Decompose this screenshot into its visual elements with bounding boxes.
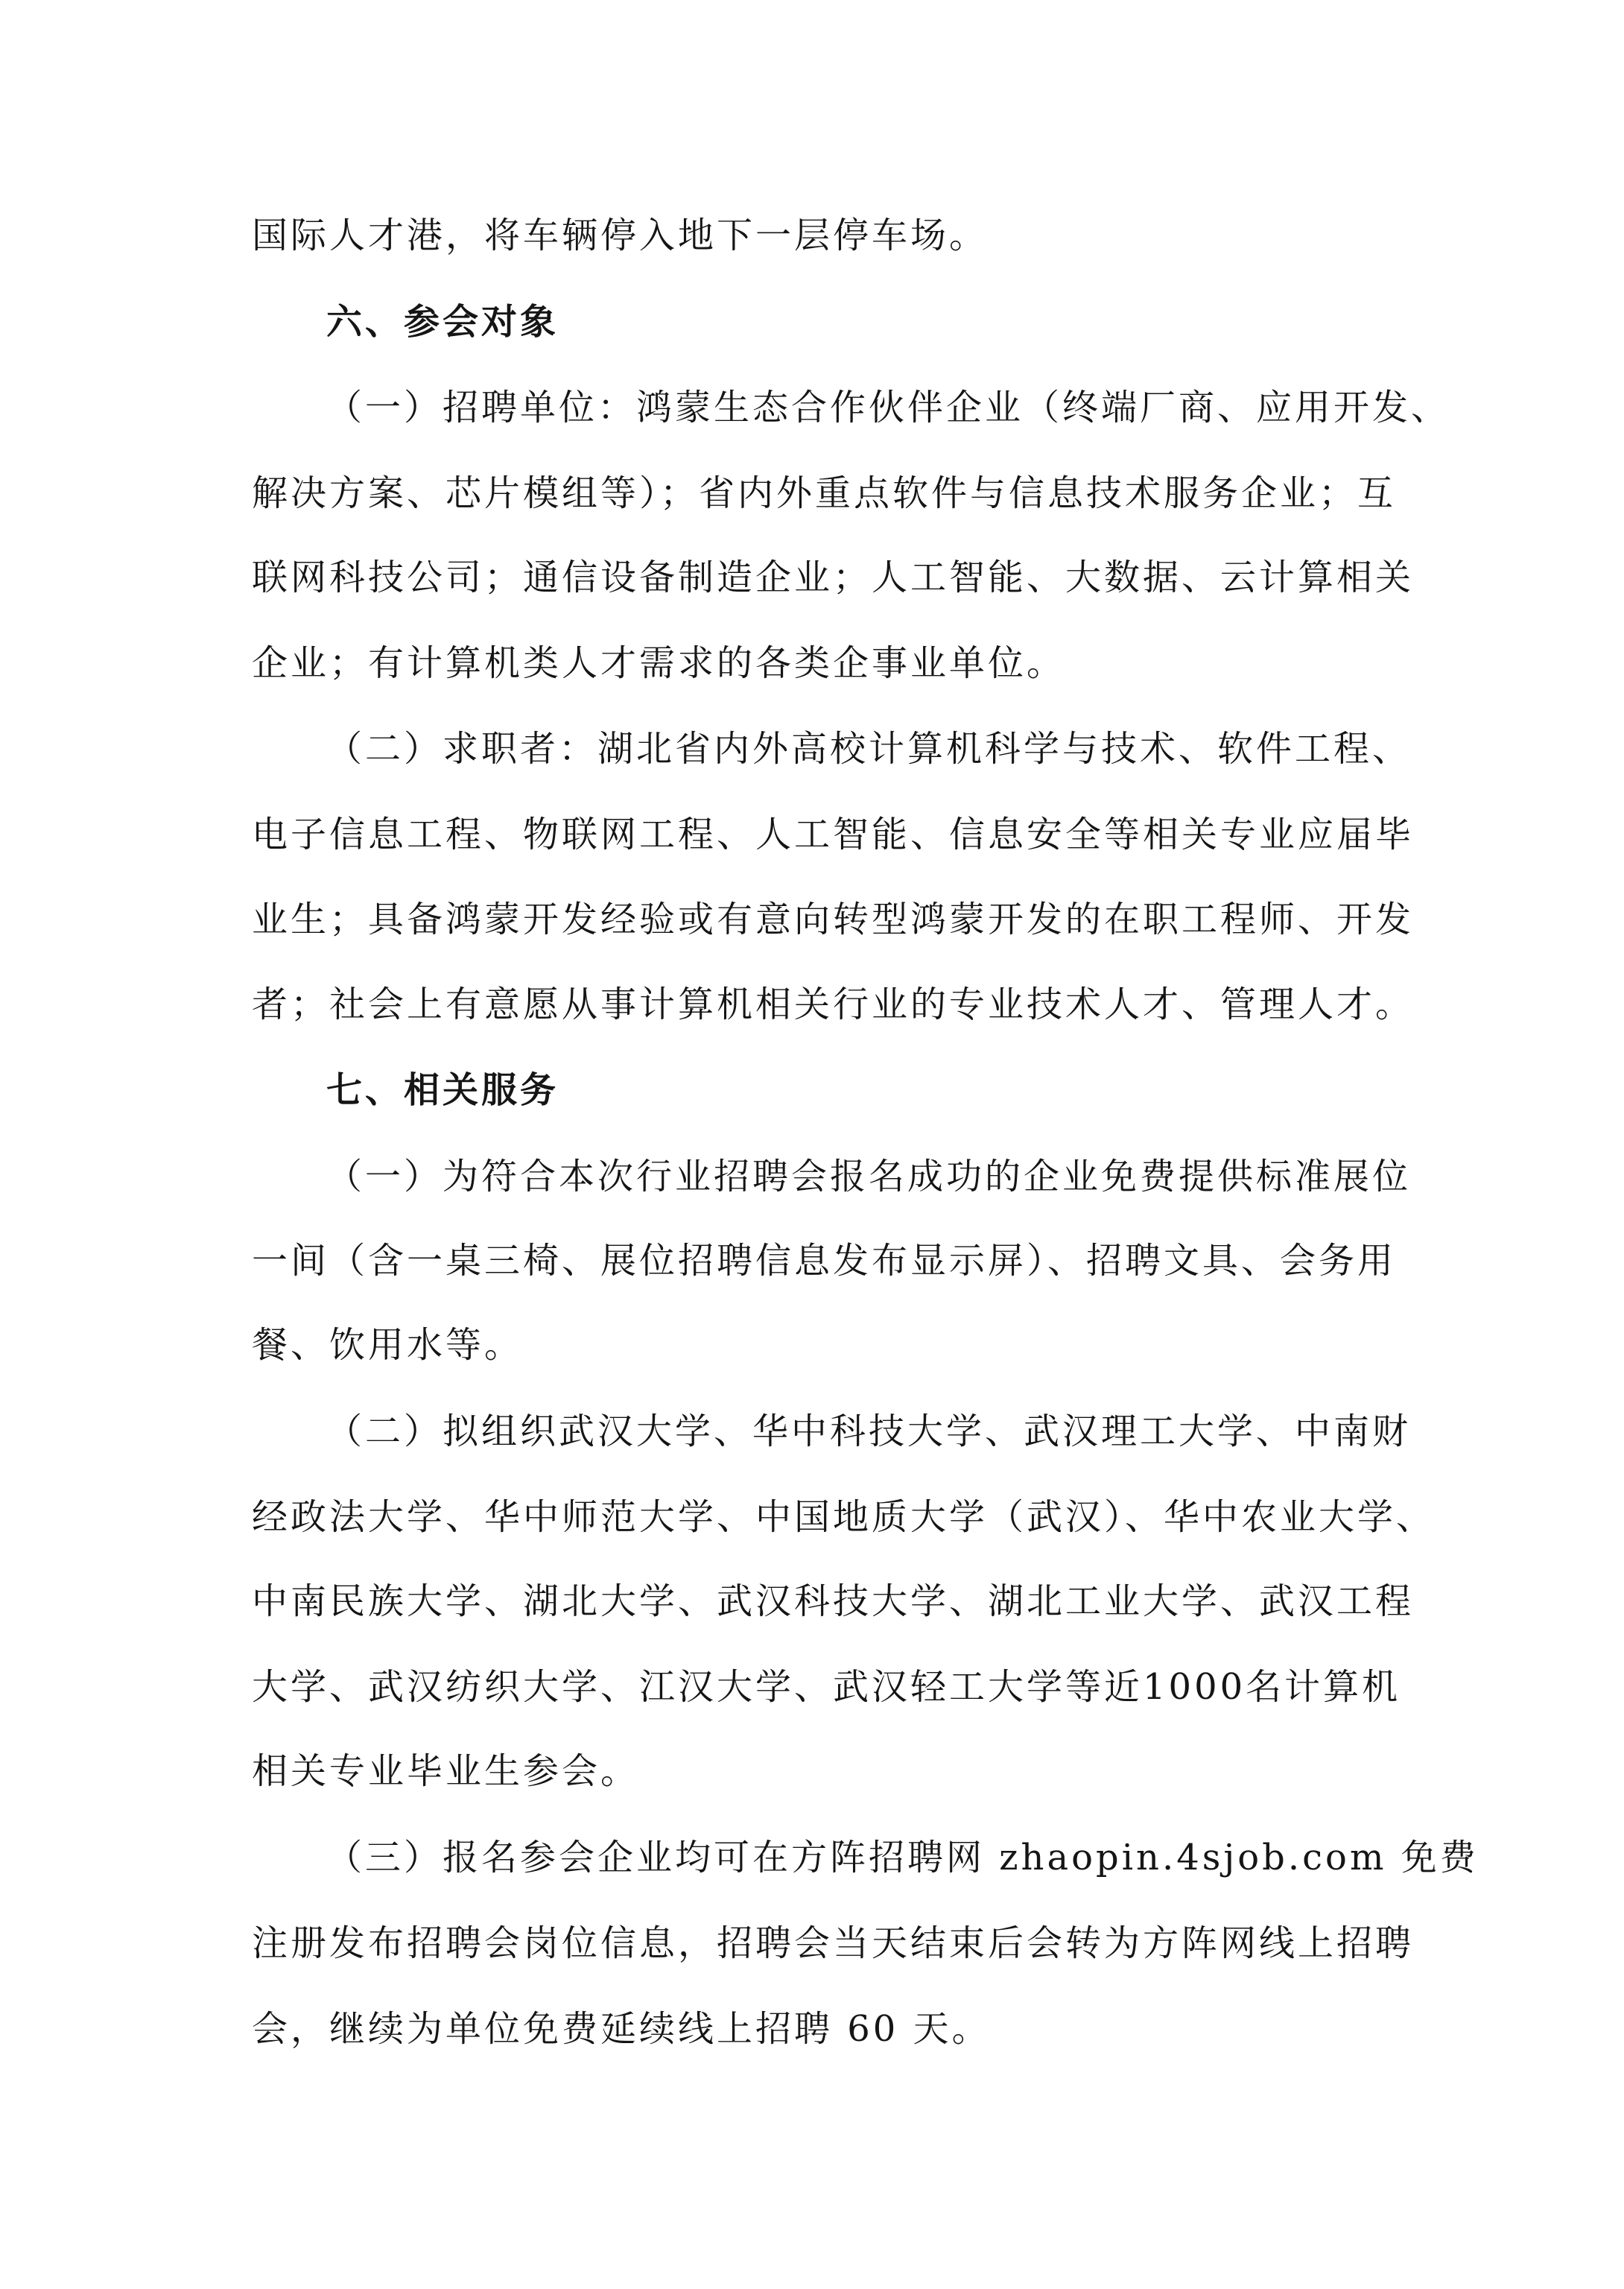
paragraph-line: （二）拟组织武汉大学、华中科技大学、武汉理工大学、中南财	[326, 1411, 1412, 1452]
paragraph-line: 企业；有计算机类人才需求的各类企事业单位。	[252, 642, 1066, 684]
paragraph-line: 大学、武汉纺织大学、江汉大学、武汉轻工大学等近1000名计算机	[252, 1666, 1401, 1708]
paragraph-line: 中南民族大学、湖北大学、武汉科技大学、湖北工业大学、武汉工程	[252, 1580, 1415, 1622]
section-heading: 七、相关服务	[326, 1069, 559, 1111]
paragraph-line: 电子信息工程、物联网工程、人工智能、信息安全等相关专业应届毕	[252, 814, 1415, 855]
paragraph-line: 相关专业毕业生参会。	[252, 1750, 640, 1792]
paragraph-line: （一）招聘单位：鸿蒙生态合作伙伴企业（终端厂商、应用开发、	[326, 387, 1450, 428]
paragraph-line: 联网科技公司；通信设备制造企业；人工智能、大数据、云计算相关	[252, 557, 1415, 598]
paragraph-line: 国际人才港，将车辆停入地下一层停车场。	[252, 215, 989, 256]
section-heading: 六、参会对象	[326, 301, 559, 343]
paragraph-line: （三）报名参会企业均可在方阵招聘网 zhaopin.4sjob.com 免费	[326, 1837, 1479, 1878]
paragraph-line: （二）求职者：湖北省内外高校计算机科学与技术、软件工程、	[326, 728, 1412, 770]
paragraph-line: 业生；具备鸿蒙开发经验或有意向转型鸿蒙开发的在职工程师、开发	[252, 899, 1415, 940]
paragraph-line: 餐、饮用水等。	[252, 1324, 524, 1366]
paragraph-line: 注册发布招聘会岗位信息，招聘会当天结束后会转为方阵网线上招聘	[252, 1922, 1415, 1964]
paragraph-line: 解决方案、芯片模组等）；省内外重点软件与信息技术服务企业；互	[252, 472, 1397, 514]
paragraph-line: 者；社会上有意愿从事计算机相关行业的专业技术人才、管理人才。	[252, 984, 1415, 1025]
paragraph-line: 会，继续为单位免费延续线上招聘 60 天。	[252, 2008, 991, 2050]
paragraph-line: （一）为符合本次行业招聘会报名成功的企业免费提供标准展位	[326, 1156, 1412, 1197]
paragraph-line: 经政法大学、华中师范大学、中国地质大学（武汉）、华中农业大学、	[252, 1496, 1436, 1538]
paragraph-line: 一间（含一桌三椅、展位招聘信息发布显示屏）、招聘文具、会务用	[252, 1240, 1397, 1282]
